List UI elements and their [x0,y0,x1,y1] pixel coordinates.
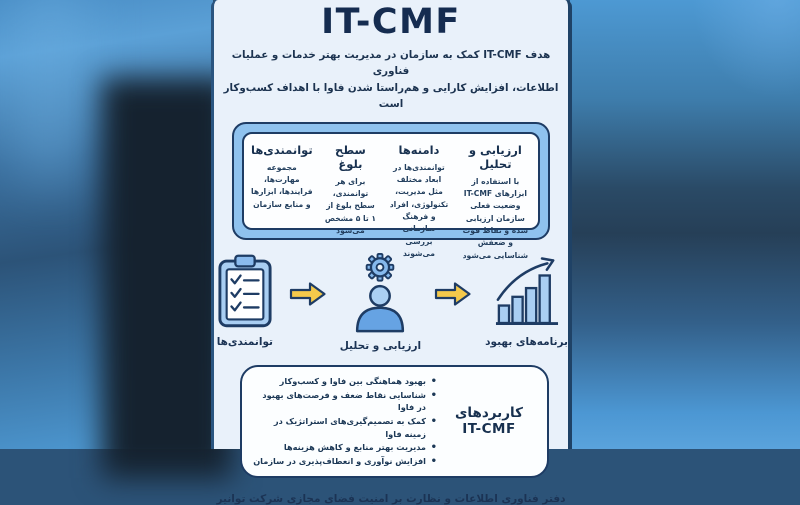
flow-arrow-icon [289,280,327,308]
framework-column-evaluation [455,137,536,260]
column-body: توانمندی‌ها در ابعاد مختلف مثل مدیریت، تکنولوژی، افراد و فرهنگ سازمانی بررسی می‌شوند [389,162,449,258]
step-label: توانمندی‌ها [216,335,273,348]
process-flow [214,253,568,352]
column-body: مجموعه مهارت‌ها، فرایندها، ابزارها و منابع سازمان [251,162,313,209]
process-step-evaluation [340,253,421,352]
background-photo-right [570,0,800,449]
column-title: دامنه‌ها [398,142,440,157]
applications-list-item: • شناسایی نقاط ضعف و فرصت‌های بهبود در فاوا [252,389,437,414]
applications-list-item: • افزایش نوآوری و انعطاف‌پذیری در سازمان [252,455,437,468]
applications-heading [445,405,533,437]
subtitle-line-2: اطلاعات، افزایش کارایی و هم‌راستا شدن فاوا با اهداف کسب‌وکار است [223,81,559,111]
framework-column-capabilities [246,137,318,225]
step-label: برنامه‌های بهبود [485,335,568,348]
column-body: برای هر توانمندی، سطح بلوغ از ۱ تا ۵ مشخص می‌شود [324,176,377,236]
subtitle-line-1: هدف IT-CMF کمک به سازمان در مدیریت بهتر خدمات و عملیات فناوری [231,49,551,78]
poster-footer: دفتر فناوری اطلاعات و نظارت بر امنیت فضای مجازی شرکت توانیر [216,492,566,505]
growth-chart-icon [495,253,559,329]
applications-list-item: • بهبود هماهنگی بین فاوا و کسب‌وکار [252,375,437,388]
clipboard-checklist-icon [217,253,273,329]
applications-list [252,374,445,469]
framework-columns [242,132,540,260]
framework-column-maturity [318,137,384,236]
applications-heading-line2: IT-CMF [462,421,516,438]
applications-heading-line1: کاربردهای [455,405,523,422]
process-step-improvement [485,253,568,348]
column-title: سطح بلوغ [335,142,366,171]
step-label: ارزیابی و تحلیل [339,339,422,352]
flow-arrow-icon [434,280,472,308]
itcmf-poster [211,0,572,505]
background-photo-left [0,0,213,449]
background-highlight [20,0,80,180]
column-body: با استفاده از ابزارهای IT-CMF وضعیت فعلی سازمان ارزیابی شده و نقاط قوت و ضعفش شناسایی می‌شود [462,176,529,260]
framework-overview-box [232,122,550,260]
framework-column-domains [383,137,455,258]
applications-list-item: • مدیریت بهتر منابع و کاهش هزینه‌ها [252,441,437,454]
poster-subtitle [214,47,568,113]
column-title: ارزیابی و تحلیل [468,142,522,171]
process-step-capabilities [214,253,276,348]
person-gear-icon [351,253,409,333]
column-title: توانمندی‌ها [251,142,313,157]
poster-title: IT-CMF [321,2,461,42]
applications-list-item: • کمک به تصمیم‌گیری‌های استراتژیک در زمینه فاوا [252,415,437,440]
applications-box [240,365,549,478]
